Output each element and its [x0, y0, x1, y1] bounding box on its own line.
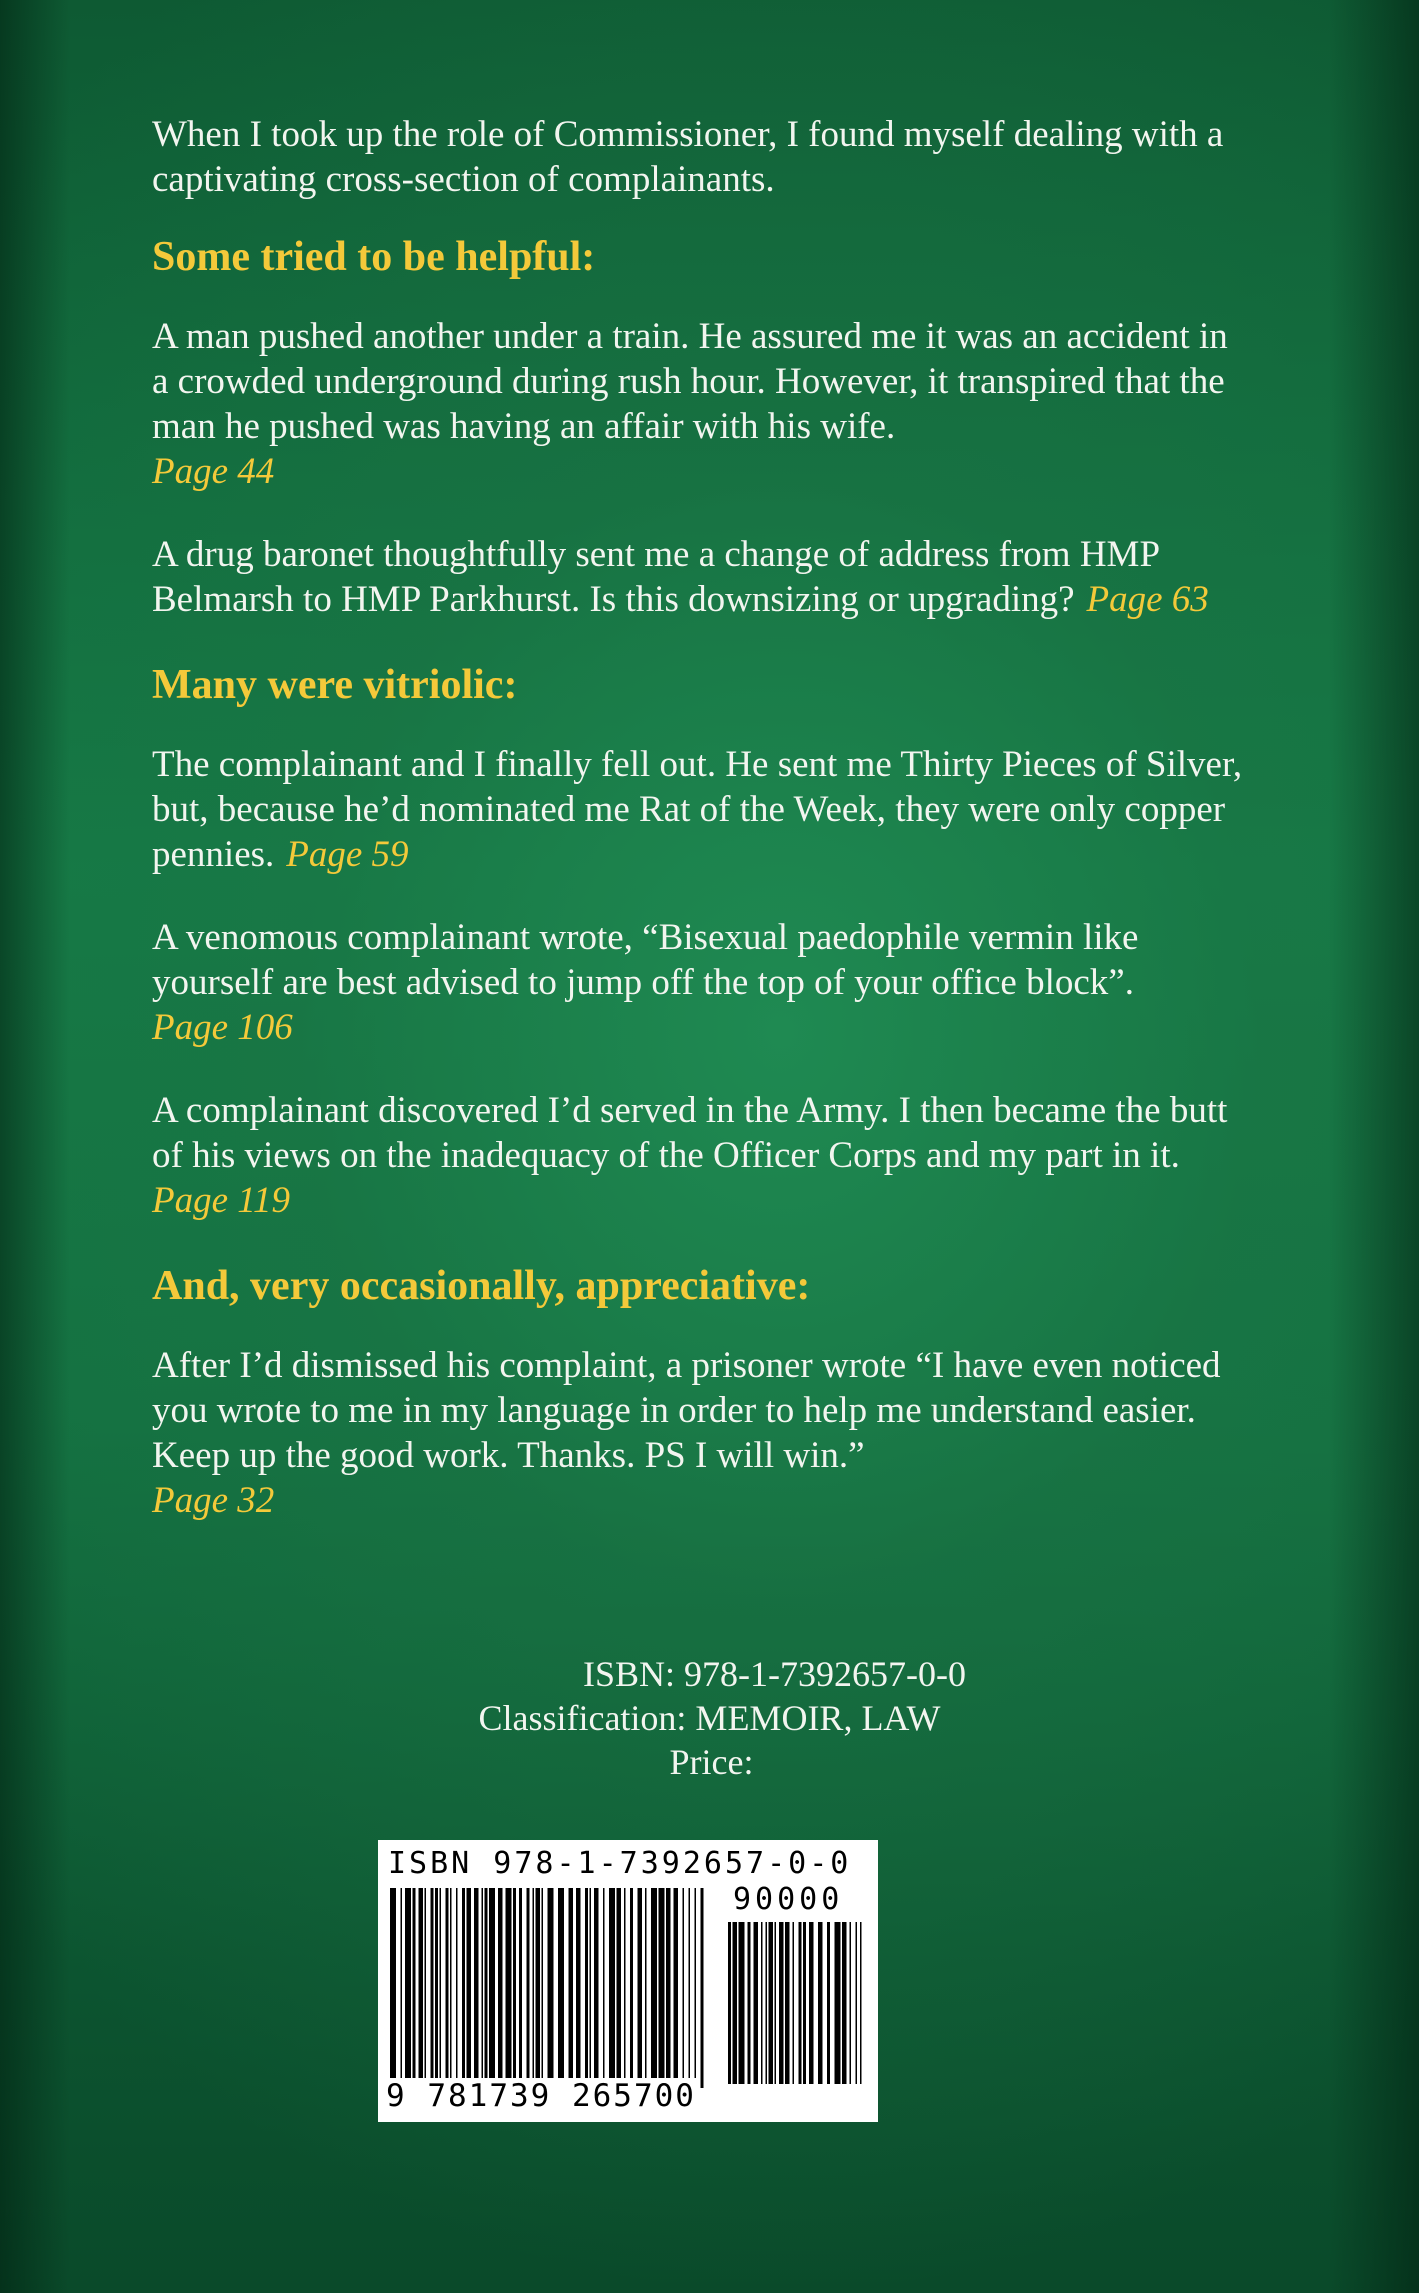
barcode-bar: [850, 1922, 852, 2084]
barcode-bar: [594, 1888, 599, 2088]
entry-text: A venomous complainant wrote, “Bisexual paedophile vermin like yourself are best advised to jump off the top of your office block”.: [152, 917, 1139, 1003]
barcode-bar: [489, 1888, 495, 2088]
barcode-bar: [733, 1922, 738, 2084]
barcode-bar: [793, 1922, 795, 2084]
barcode-bar: [558, 1888, 564, 2088]
barcode-bar: [405, 1888, 411, 2088]
entry-change-of-address: [152, 532, 1252, 622]
barcode-bar: [548, 1888, 554, 2088]
barcode-bars: [388, 1888, 708, 2088]
section-heading-helpful: Some tried to be helpful:: [152, 234, 596, 280]
barcode-bar: [585, 1888, 588, 2088]
entry-text: The complainant and I finally fell out. He sent me Thirty Pieces of Silver, but, because he’d nominated me Rat of the Week, they were only copper pennies.: [152, 744, 1243, 875]
barcode-bar: [842, 1922, 847, 2084]
barcode-bar: [431, 1888, 434, 2088]
barcode-bar: [506, 1888, 512, 2088]
back-cover-text: [152, 112, 1252, 1561]
barcode-bar: [695, 1888, 697, 2088]
barcode-bar: [536, 1888, 541, 2088]
barcode-bar: [590, 1888, 592, 2088]
barcode-bar: [609, 1888, 615, 2088]
page-reference: Page 119: [152, 1180, 291, 1221]
barcode-bar: [701, 1888, 704, 2088]
barcode-bar: [435, 1888, 438, 2088]
barcode-bar: [569, 1888, 574, 2088]
entry-prisoner: [152, 1343, 1252, 1523]
barcode-bar: [617, 1888, 622, 2088]
barcode-bar: [542, 1888, 544, 2088]
barcode-bar: [748, 1922, 751, 2084]
barcode-bar: [779, 1922, 784, 2084]
barcode-bar: [683, 1888, 685, 2088]
barcode-digits: 9 781739 265700: [386, 2078, 696, 2114]
entry-venomous: [152, 915, 1252, 1050]
barcode-bar: [689, 1888, 691, 2088]
intro-paragraph: When I took up the role of Commissioner, I found myself dealing with a captivating cross-section of complainants.: [152, 114, 1224, 200]
barcode-bar: [651, 1888, 657, 2088]
page-reference: Page 59: [286, 834, 409, 875]
barcode-bar: [624, 1888, 626, 2088]
barcode-bar: [739, 1922, 745, 2084]
price-label: Price:: [669, 1742, 754, 1782]
barcode-bar: [401, 1888, 403, 2088]
barcode-bar: [498, 1888, 503, 2088]
barcode-bar: [630, 1888, 633, 2088]
barcode-bar: [576, 1888, 581, 2088]
barcode-isbn-text: ISBN 978-1-7392657-0-0: [388, 1846, 852, 1881]
barcode-bar: [413, 1888, 416, 2088]
barcode-bar: [803, 1922, 806, 2084]
barcode-bar: [835, 1922, 841, 2084]
barcode-bar: [390, 1888, 396, 2088]
classification-text: Classification: MEMOIR, LAW: [478, 1698, 941, 1738]
barcode-bar: [728, 1922, 731, 2084]
barcode-bar: [766, 1922, 768, 2084]
barcode-bar: [659, 1888, 665, 2088]
isbn-barcode: [378, 1840, 878, 2122]
entry-thirty-pieces: [152, 742, 1252, 877]
barcode-bar: [809, 1922, 814, 2084]
barcode-bar: [456, 1888, 458, 2088]
page-reference: Page 63: [1086, 579, 1209, 620]
barcode-bar: [467, 1888, 472, 2088]
section-heading-vitriolic: Many were vitriolic:: [152, 662, 518, 708]
section-heading-appreciative: And, very occasionally, appreciative:: [152, 1263, 811, 1309]
barcode-bar: [446, 1888, 449, 2088]
entry-text: A man pushed another under a train. He assured me it was an accident in a crowded underground during rush hour. However, it transpired that the man he pushed was having an affair with his wife.: [152, 316, 1228, 447]
barcode-bar: [482, 1888, 484, 2088]
book-metadata: [0, 1652, 1419, 1784]
barcode-bar: [450, 1888, 452, 2088]
barcode-bar: [856, 1922, 858, 2084]
entry-train: [152, 314, 1252, 494]
barcode-bar: [674, 1888, 679, 2088]
barcode-bar: [785, 1922, 790, 2084]
barcode-bar: [533, 1888, 535, 2088]
barcode-bar: [754, 1922, 759, 2084]
cover-shadow-left: [0, 0, 70, 2293]
barcode-bar: [761, 1922, 763, 2084]
barcode-addon-text: 90000: [733, 1882, 844, 1917]
cover-shadow-right: [1329, 0, 1419, 2293]
barcode-bar: [513, 1888, 516, 2088]
barcode-bar: [775, 1922, 777, 2084]
page-reference: Page 32: [152, 1480, 275, 1521]
barcode-bar: [769, 1922, 774, 2084]
page-reference: Page 106: [152, 1007, 293, 1048]
entry-text: After I’d dismissed his complaint, a prisoner wrote “I have even noticed you wrote to me in my language in order to help me understand easier. Keep up the good work. Thanks. PS I will win.”: [152, 1345, 1221, 1476]
entry-army: [152, 1088, 1252, 1223]
barcode-bar: [474, 1888, 479, 2088]
barcode-bar: [462, 1888, 465, 2088]
barcode-bar: [527, 1888, 530, 2088]
barcode-bar: [860, 1922, 862, 2084]
barcode-bar: [425, 1888, 427, 2088]
barcode-bar: [645, 1888, 647, 2088]
barcode-bar: [519, 1888, 522, 2088]
barcode-bar: [419, 1888, 424, 2088]
barcode-bar: [440, 1888, 442, 2088]
barcode-bar: [485, 1888, 488, 2088]
barcode-bar: [603, 1888, 605, 2088]
barcode-bar: [799, 1922, 802, 2084]
barcode-bar: [638, 1888, 643, 2088]
barcode-bar: [818, 1922, 823, 2084]
barcode-addon-bars: [726, 1922, 866, 2084]
barcode-bar: [666, 1888, 671, 2088]
barcode-bar: [827, 1922, 830, 2084]
entry-text: A drug baronet thoughtfully sent me a change of address from HMP Belmarsh to HMP Parkhurst. Is this downsizing or upgrading?: [152, 534, 1159, 620]
isbn-text: ISBN: 978-1-7392657-0-0: [583, 1654, 966, 1694]
page-reference: Page 44: [152, 451, 275, 492]
entry-text: A complainant discovered I’d served in the Army. I then became the butt of his views on the inadequacy of the Officer Corps and my part in it.: [152, 1090, 1228, 1176]
